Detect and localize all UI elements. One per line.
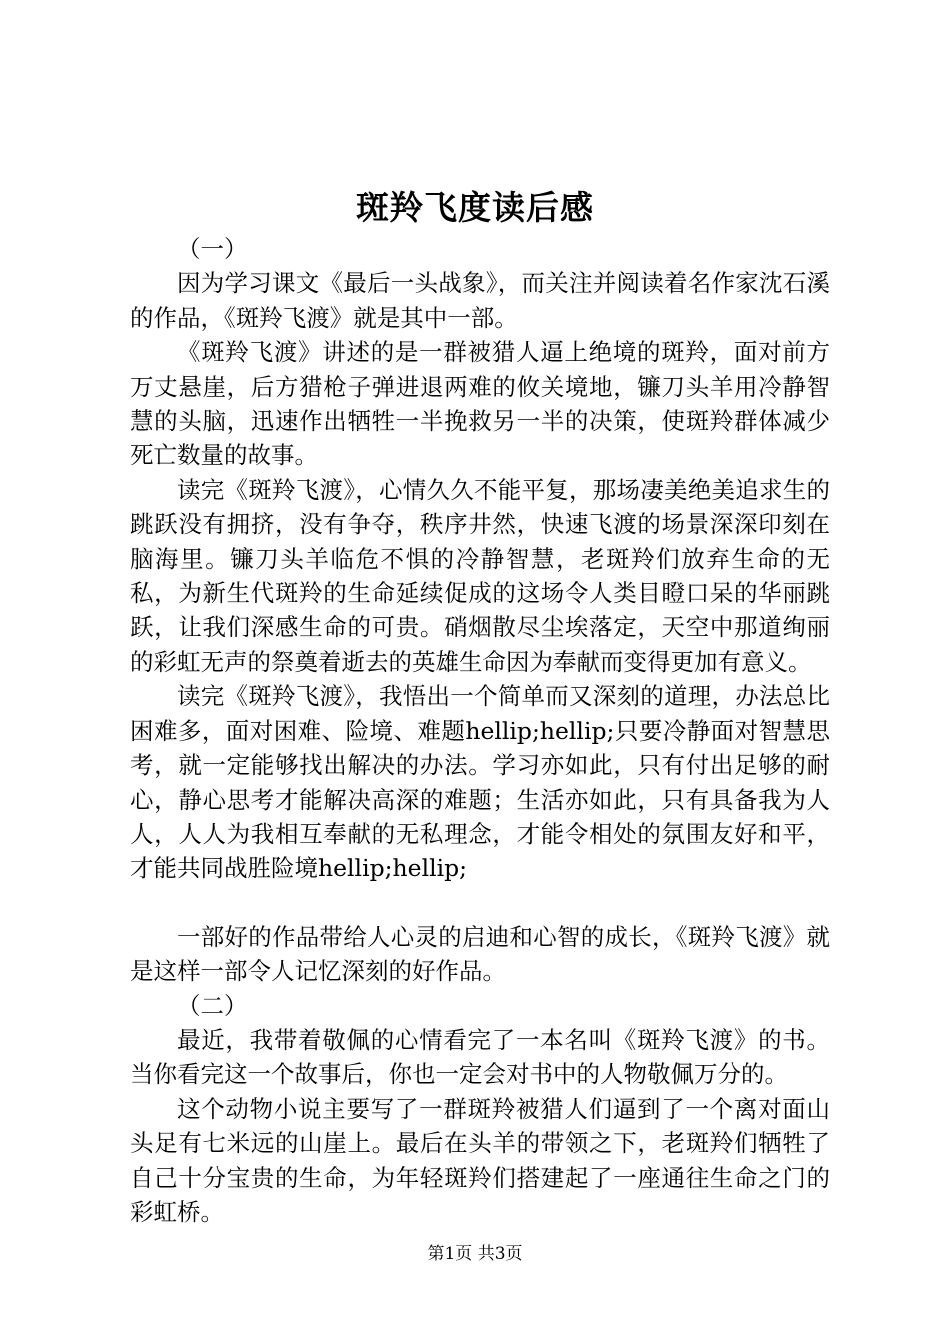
paragraph: 一部好的作品带给人心灵的启迪和心智的成长，《斑羚飞渡》就是这样一部令人记忆深刻的好作品。 bbox=[130, 922, 830, 986]
page-number-footer: 第1页 共3页 bbox=[427, 1244, 523, 1264]
paragraph: 这个动物小说主要写了一群斑羚被猎人们逼到了一个离对面山头足有七米远的山崖上。最后在头羊的带领之下，老斑羚们牺牲了自己十分宝贵的生命，为年轻斑羚们搭建起了一座通往生命之门的彩虹桥。 bbox=[130, 1094, 830, 1226]
paragraph: 因为学习课文《最后一头战象》，而关注并阅读着名作家沈石溪的作品，《斑羚飞渡》就是其中一部。 bbox=[130, 269, 830, 332]
blank-line bbox=[130, 886, 830, 920]
document-title: 斑羚飞度读后感 bbox=[356, 188, 594, 227]
paragraph: 读完《斑羚飞渡》，心情久久不能平复，那场凄美绝美追求生的跳跃没有拥挤，没有争夺，秩序井然，快速飞渡的场景深深印刻在脑海里。镰刀头羊临危不惧的冷静智慧，老斑羚们放弃生命的无私，为新生代斑羚的生命延续促成的这场令人类目瞪口呆的华丽跳跃，让我们深感生命的可贵。硝烟散尽尘埃落定，天空中那道绚丽的彩虹无声的祭奠着逝去的英雄生命因为奉献而变得更加有意义。 bbox=[130, 475, 830, 676]
paragraph: 最近，我带着敬佩的心情看完了一本名叫《斑羚飞渡》的书。当你看完这一个故事后，你也一定会对书中的人物敬佩万分的。 bbox=[130, 1025, 830, 1089]
section-heading-1: （一） bbox=[177, 235, 248, 263]
paragraph: 《斑羚飞渡》讲述的是一群被猎人逼上绝境的斑羚，面对前方万丈悬崖，后方猎枪子弹进退两难的攸关境地，镰刀头羊用冷静智慧的头脑，迅速作出牺牲一半挽救另一半的决策，使斑羚群体减少死亡数量的故事。 bbox=[130, 338, 830, 470]
section-heading-2: （二） bbox=[177, 991, 248, 1020]
document-body bbox=[130, 232, 830, 1229]
paragraph: 读完《斑羚飞渡》，我悟出一个简单而又深刻的道理，办法总比困难多，面对困难、险境、难题hellip;hellip;只要冷静面对智慧思考，就一定能够找出解决的办法。学习亦如此，只有付出足够的耐心，静心思考才能解决高深的难题；生活亦如此，只有具备我为人人，人人为我相互奉献的无私理念，才能令相处的氛围友好和平，才能共同战胜险境hellip;hellip; bbox=[130, 682, 830, 883]
